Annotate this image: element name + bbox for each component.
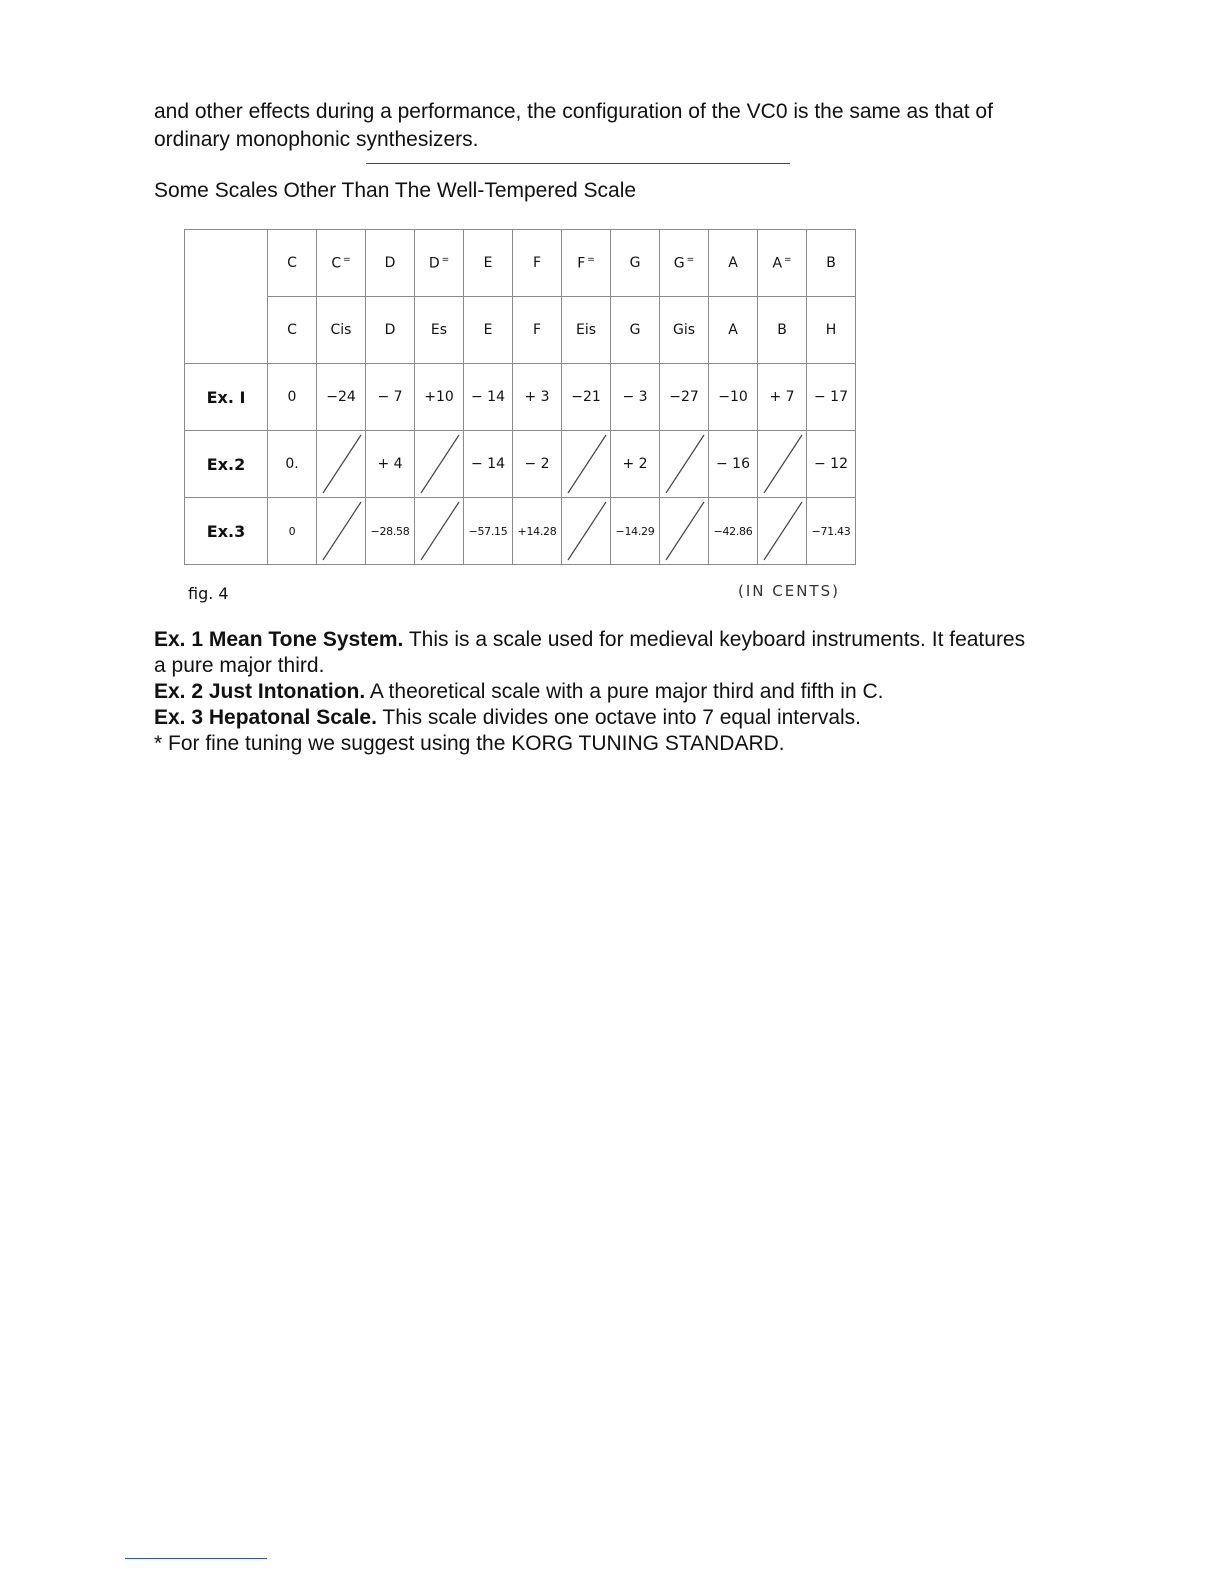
cent-value: + 2 [622,456,648,472]
cent-value: − 3 [622,389,648,405]
header-note-name: F [532,255,542,271]
empty-cell [415,431,464,498]
cent-value-cell [562,364,611,431]
note-ex1-text: This is a scale used for medieval keyboard instruments. It features a pure major third. [154,628,1026,677]
cent-value-cell [709,431,758,498]
cent-value-cell [268,364,317,431]
header-note-name: G [673,255,685,272]
cent-value-cell [611,364,660,431]
cent-value-cell [709,498,758,565]
note-ex2 [154,679,1034,705]
table-row [185,364,856,431]
cent-value-cell [268,498,317,565]
cent-value: −28.58 [370,524,410,538]
header-row-sharp-names [185,230,856,297]
diagonal-slash [415,498,463,564]
header-note-name: B [826,255,836,271]
header-german-name: Es [430,322,448,338]
cent-value: − 7 [377,389,403,405]
header-note-cell [758,230,807,297]
diagonal-slash [317,431,365,497]
note-ex3-title: Ex. 3 Hepatonal Scale. [154,706,377,729]
cent-value-cell [464,364,513,431]
cent-value: 0 [288,524,296,538]
cent-value-cell [513,498,562,565]
cent-value-cell [611,431,660,498]
header-german-cell [317,297,366,364]
empty-cell [317,431,366,498]
header-german-cell [611,297,660,364]
cent-value-cell [709,364,758,431]
cent-value: −71.43 [811,524,851,538]
cent-value-cell [513,431,562,498]
cent-value: + 3 [524,389,550,405]
cent-value: − 14 [471,389,505,405]
header-german-cell [366,297,415,364]
diagonal-slash [660,498,708,564]
header-german-name: H [825,322,837,338]
header-german-cell [268,297,317,364]
note-ex3-text: This scale divides one octave into 7 equal intervals. [376,706,861,729]
intro-paragraph: and other effects during a performance, the configuration of the VC0 is the same as that of ordinary monophonic synthesizers. [154,100,993,151]
cent-value-cell [366,431,415,498]
cent-value-cell [513,364,562,431]
footer-line [125,1558,267,1559]
header-note-name: F [577,255,586,272]
header-note-cell [317,230,366,297]
header-german-name: Cis [330,322,352,338]
note-tuning-text: * For fine tuning we suggest using the KORG TUNING STANDARD. [154,732,785,755]
figure-caption: fig. 4 [188,584,229,603]
header-note-cell [611,230,660,297]
cent-value-cell [268,431,317,498]
table-row [185,431,856,498]
sharp-mark: = [686,254,695,265]
header-note-cell [464,230,513,297]
cent-value-cell [758,364,807,431]
diagonal-slash [758,498,806,564]
diagonal-slash [562,431,610,497]
cent-value: − 17 [814,389,848,405]
header-note-name: D [428,255,440,272]
cent-value: − 16 [716,456,750,472]
cent-value-cell [807,431,856,498]
header-note-name: A [728,255,738,271]
cent-value-cell [464,431,513,498]
scale-table [184,229,856,565]
empty-cell [415,498,464,565]
cent-value: − 12 [814,456,848,472]
empty-cell [562,498,611,565]
note-ex2-title: Ex. 2 Just Intonation. [154,680,366,703]
cent-value: − 2 [524,456,550,472]
header-note-cell [513,230,562,297]
row-label: Ex.3 [185,498,268,565]
cent-value: 0. [285,456,299,472]
note-ex3 [154,705,1034,731]
empty-cell [660,498,709,565]
cent-value: + 7 [769,389,795,405]
cent-value-cell [807,498,856,565]
header-german-name: E [483,322,493,338]
header-german-name: Gis [672,322,696,338]
cent-value-cell [366,498,415,565]
sharp-mark: = [587,254,595,265]
cent-value: −10 [718,389,748,405]
header-row-german-names [185,297,856,364]
header-note-cell [268,230,317,297]
diagonal-slash [562,498,610,564]
header-note-cell [366,230,415,297]
cent-value: −42.86 [713,524,753,538]
header-note-cell [415,230,464,297]
cent-value-cell [807,364,856,431]
scale-notes [154,627,1034,757]
header-german-cell [660,297,709,364]
section-divider [366,163,790,164]
header-note-name: C [331,255,342,272]
note-ex1-title: Ex. 1 Mean Tone System. [154,628,404,651]
cent-value-cell [415,364,464,431]
cent-value: − 14 [471,456,505,472]
header-german-name: G [629,322,641,338]
cent-value: −57.15 [468,524,508,538]
section-heading: Some Scales Other Than The Well-Tempered Scale [154,179,637,202]
header-german-name: A [728,322,738,338]
cent-value: 0 [287,389,297,405]
unit-caption: (IN CENTS) [738,582,840,600]
header-german-cell [513,297,562,364]
cent-value: +10 [424,389,454,405]
header-german-cell [562,297,611,364]
cent-value-cell [366,364,415,431]
header-german-name: B [777,322,787,338]
header-german-cell [709,297,758,364]
header-note-cell [709,230,758,297]
empty-cell [317,498,366,565]
row-label: Ex. I [185,364,268,431]
header-corner-cell [185,230,268,364]
header-note-cell [660,230,709,297]
cent-value: −21 [571,389,601,405]
empty-cell [660,431,709,498]
header-note-cell [807,230,856,297]
cent-value: + 4 [377,456,403,472]
table-row [185,498,856,565]
diagonal-slash [660,431,708,497]
header-note-name: E [483,255,493,271]
cent-value-cell [611,498,660,565]
header-german-name: C [287,322,297,338]
row-label: Ex.2 [185,431,268,498]
note-ex1 [154,627,1034,679]
sharp-mark: = [343,254,351,265]
header-german-name: Eis [575,322,597,338]
empty-cell [758,431,807,498]
header-note-name: G [629,255,641,271]
diagonal-slash [758,431,806,497]
sharp-mark: = [784,254,792,265]
empty-cell [758,498,807,565]
cent-value: −24 [326,389,356,405]
header-german-cell [807,297,856,364]
header-german-name: D [384,322,396,338]
header-german-name: F [532,322,542,338]
sharp-mark: = [441,254,450,265]
diagonal-slash [415,431,463,497]
cent-value-cell [317,364,366,431]
header-note-name: A [772,255,783,272]
cent-value-cell [464,498,513,565]
cent-value: −14.29 [615,524,655,538]
note-tuning [154,731,1034,757]
cent-value-cell [660,364,709,431]
header-german-cell [415,297,464,364]
header-note-name: D [384,255,396,271]
cent-value: −27 [669,389,699,405]
note-ex2-text: A theoretical scale with a pure major third and fifth in C. [365,680,884,703]
diagonal-slash [317,498,365,564]
empty-cell [562,431,611,498]
header-note-cell [562,230,611,297]
header-note-name: C [287,255,297,271]
header-german-cell [758,297,807,364]
cent-value: +14.28 [517,524,557,538]
header-german-cell [464,297,513,364]
